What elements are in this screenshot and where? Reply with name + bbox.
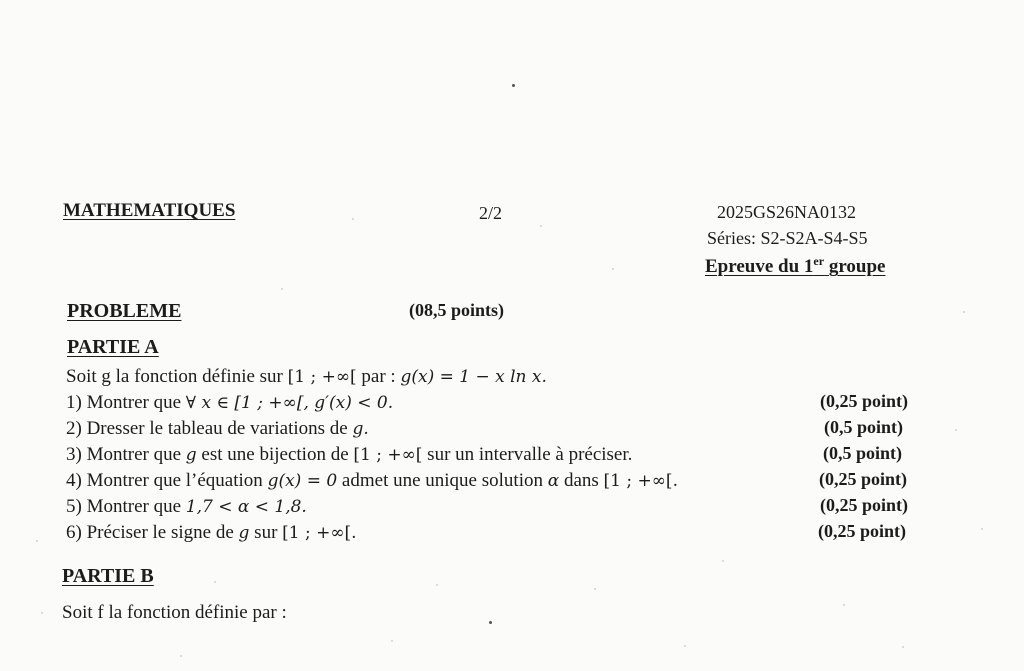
question-6-points: (0,25 point): [818, 521, 907, 541]
exam-series: Séries: S2-S2A-S4-S5: [707, 228, 868, 248]
question-6: [66, 522, 357, 544]
exam-session-end: groupe: [824, 256, 886, 277]
question-text: Montrer que l’équation: [86, 470, 268, 491]
part-b-intro: Soit f la fonction définie par :: [62, 602, 287, 623]
paper-speck: [352, 218, 354, 220]
paper-speck: [214, 581, 216, 583]
question-4-points: (0,25 point): [819, 469, 908, 489]
question-math: 1,7 < α < 1,8.: [185, 497, 307, 517]
question-text-2: est une bijection de: [196, 444, 354, 465]
question-1: [66, 392, 393, 414]
paper-speck: [41, 612, 43, 614]
question-text-2: admet une unique solution: [337, 470, 548, 491]
question-2: [66, 418, 369, 440]
paper-speck: [684, 645, 686, 647]
question-text: Préciser le signe de: [86, 522, 239, 543]
paper-speck: [981, 528, 983, 530]
exam-session-main: Epreuve du 1: [705, 256, 814, 277]
paper-speck: [391, 640, 393, 642]
question-text: Dresser le tableau de variations de: [86, 418, 353, 439]
exam-session-sup: er: [813, 254, 825, 268]
question-number: 3): [66, 444, 87, 465]
question-text-3: dans: [559, 470, 604, 491]
paper-speck: [963, 311, 965, 313]
subject-title: MATHEMATIQUES: [63, 200, 236, 221]
intro-formula: g(x) = 1 − x ln x.: [400, 367, 547, 387]
question-number: 2): [66, 418, 87, 439]
exam-session: [705, 254, 885, 278]
question-text: Montrer que: [86, 392, 186, 413]
paper-speck: [540, 225, 542, 227]
question-math-2: [1 ; +∞[.: [282, 523, 357, 543]
paper-speck: [902, 646, 904, 648]
question-number: 4): [66, 470, 87, 491]
question-4: [66, 470, 678, 492]
question-text-3: sur un intervalle à préciser.: [422, 444, 633, 465]
question-5-points: (0,25 point): [820, 495, 909, 515]
question-3: [66, 444, 632, 466]
question-number: 1): [66, 392, 87, 413]
question-number: 6): [66, 522, 87, 543]
paper-speck: [489, 621, 492, 624]
paper-speck: [843, 604, 845, 606]
paper-speck: [436, 584, 438, 586]
question-number: 5): [66, 496, 87, 517]
question-math: g: [185, 445, 197, 465]
paper-speck: [281, 288, 283, 290]
intro-interval: [1 ; +∞[: [287, 367, 357, 387]
question-math: ∀ x ∈ [1 ; +∞[, g′(x) < 0.: [185, 393, 394, 413]
intro-par: par :: [356, 366, 401, 387]
question-math-2: α: [547, 471, 560, 491]
question-math-2: [1 ; +∞[: [353, 445, 423, 465]
paper-speck: [955, 429, 957, 431]
question-3-points: (0,5 point): [823, 443, 903, 463]
question-math: g.: [352, 419, 369, 439]
problem-points: (08,5 points): [409, 300, 505, 320]
question-text-2: sur: [249, 522, 283, 543]
question-1-points: (0,25 point): [820, 391, 909, 411]
part-a-intro: [66, 366, 547, 388]
question-text: Montrer que: [86, 444, 186, 465]
question-math: g(x) = 0: [267, 471, 338, 491]
paper-speck: [180, 655, 182, 657]
question-math: g: [238, 523, 250, 543]
paper-speck: [36, 540, 38, 542]
page-number: 2/2: [479, 203, 503, 223]
intro-text: Soit g la fonction définie sur: [66, 366, 288, 387]
paper-speck: [512, 84, 515, 87]
paper-speck: [594, 588, 596, 590]
problem-title: PROBLEME: [67, 300, 182, 322]
part-a-title: PARTIE A: [67, 336, 159, 358]
part-b-title: PARTIE B: [62, 565, 154, 587]
question-5: [66, 496, 307, 518]
question-2-points: (0,5 point): [824, 417, 904, 437]
paper-speck: [612, 268, 614, 270]
question-text: Montrer que: [86, 496, 186, 517]
exam-code: 2025GS26NA0132: [717, 202, 857, 222]
question-math-3: [1 ; +∞[.: [603, 471, 678, 491]
paper-speck: [722, 560, 724, 562]
